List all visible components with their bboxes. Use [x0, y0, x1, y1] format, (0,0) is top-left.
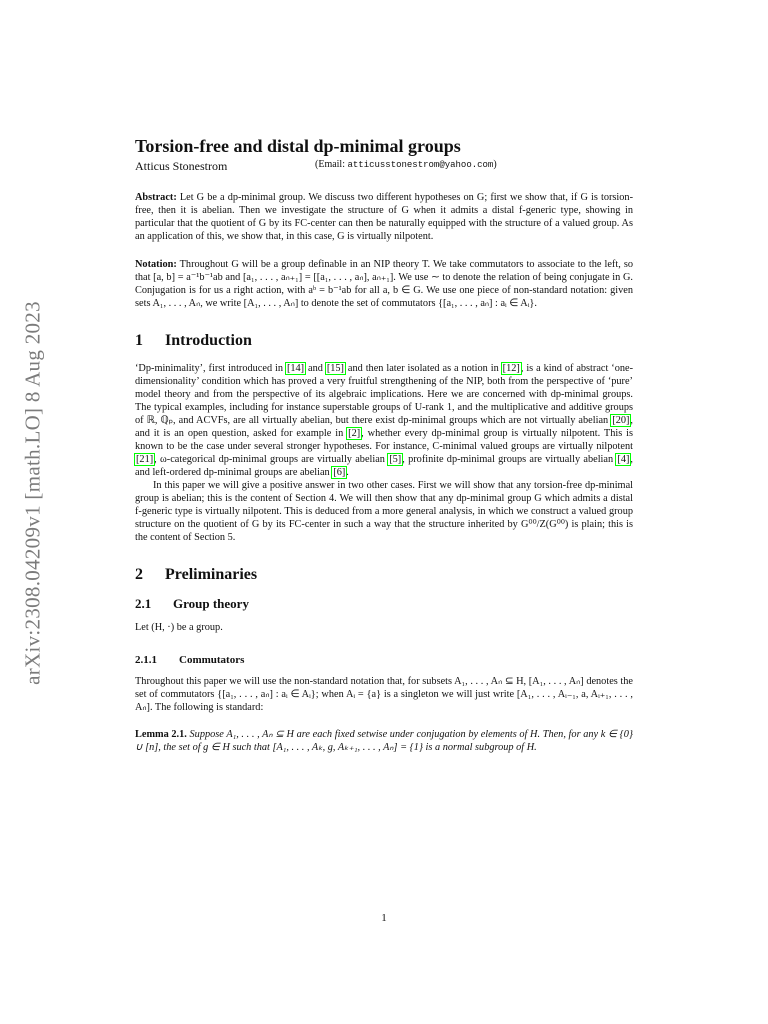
subsubsection-title: Commutators — [179, 654, 245, 666]
text-run: , and left-ordered dp-minimal groups are abelian — [135, 454, 633, 478]
author-email — [315, 159, 497, 170]
subsection-number: 2.1 — [135, 596, 152, 611]
author-name: Atticus Stonestrom — [135, 159, 228, 173]
group-theory-paragraph: Let (H, ·) be a group. — [135, 622, 223, 633]
notation-label: Notation: — [135, 259, 177, 270]
citation-link[interactable]: [14] — [286, 363, 305, 374]
subsection-heading-group-theory — [135, 596, 633, 612]
notation-paragraph — [135, 258, 633, 310]
email-label: (Email: — [315, 159, 348, 170]
text-run: , ω-categorical dp-minimal groups are virtually abelian — [154, 454, 389, 465]
abstract-text: Let G be a dp-minimal group. We discuss two different hypotheses on G; first we show that, if G is torsion-free, then it is abelian. Then we investigate the structure of G when it admits a distal f-generic type, showing in particular that the quotient of G by its FC-center can then be naturally equipped with the structure of a valued group. As an application of this, we show that, in this case, G is virtually nilpotent. — [135, 192, 633, 242]
lemma-text: Suppose A₁, . . . , Aₙ ⊆ H are each fixed setwise under conjugation by elements of H. Then, for any k ∈ {0} ∪ [n], the set of g ∈ H such that [A₁, . . . , Aₖ, g, Aₖ₊₁, . . . , Aₙ] = {1} is a normal subgroup of H. — [135, 729, 634, 753]
citation-link[interactable]: [21] — [136, 454, 154, 465]
subsubsection-number: 2.1.1 — [135, 654, 157, 666]
text-run: . — [346, 467, 349, 478]
subsubsection-heading-commutators — [135, 654, 633, 666]
arxiv-identifier-sidebar — [18, 258, 48, 728]
section-heading-introduction — [135, 332, 633, 350]
intro-paragraph-1 — [135, 362, 633, 479]
citation-link[interactable]: [6] — [333, 467, 346, 478]
lemma-label: Lemma 2.1. — [135, 729, 187, 740]
email-close: ) — [493, 159, 497, 170]
email-address: atticusstonestrom@yahoo.com — [347, 160, 494, 170]
section-number: 2 — [135, 566, 143, 583]
text-run: and then later isolated as a notion in — [344, 363, 502, 374]
section-number: 1 — [135, 332, 143, 349]
section-title: Preliminaries — [165, 566, 258, 583]
lemma-2-1 — [135, 728, 633, 754]
citation-link[interactable]: [4] — [617, 454, 630, 465]
text-run: , profinite dp-minimal groups are virtually abelian — [402, 454, 617, 465]
text-run: , whether every dp-minimal group is virtually nilpotent. This is known to be the case under several stronger hypotheses. For instance, C-minimal valued groups are virtually nilpotent — [135, 428, 634, 452]
citation-link[interactable]: [20] — [612, 415, 630, 426]
citation-link[interactable]: [12] — [502, 363, 520, 374]
citation-link[interactable]: [15] — [326, 363, 344, 374]
abstract-label: Abstract: — [135, 192, 177, 203]
text-run: , is a kind of abstract ‘one-dimensionality’ condition which has proved a very fruitful strengthening of the NIP, both from the perspective of ‘pure’ model theory and from the perspective of its algebraic implications. Here we are concerned with dp-minimal groups. The typical examples, including for instance superstable groups of U-rank 1, and the multiplicative and additive groups of ℝ, ℚₚ, and ACVFs, are all virtually abelian, but there exist dp-minimal groups which are not virtually abelian — [135, 363, 633, 426]
intro-paragraph-2: In this paper we will give a positive answer in two other cases. First we will show that any torsion-free dp-minimal group is abelian; this is the content of Section 4. We will then show that any dp-minimal group G which admits a distal f-generic type is virtually nilpotent. This is deduced from a more general analysis, in which we construct a valued group structure on the quotient of G by its FC-center in such a way that the structure inherited by G⁰⁰/Z(G⁰⁰) is plain; this is the content of Section 5. — [135, 480, 633, 543]
text-run: ‘Dp-minimality’, first introduced in — [135, 363, 286, 374]
notation-text: Throughout G will be a group definable in an NIP theory T. We take commutators to associate to the left, so that [a, b] = a⁻¹b⁻¹ab and [a₁, . . . , aₙ₊₁] = [[a₁, . . . , aₙ], aₙ₊₁]. We use ∼ to denote the relation of being conjugate in G. Conjugation is for us a right action, with aᵇ = b⁻¹ab for all a, b ∈ G. We use one piece of non-standard notation: given sets A₁, . . . , Aₙ, we write [A₁, . . . , Aₙ] to denote the set of commutators {[a₁, . . . , aₙ] : aᵢ ∈ Aᵢ}. — [135, 259, 633, 309]
paper-title: Torsion-free and distal dp-minimal groups — [135, 136, 461, 156]
author-line — [135, 159, 633, 175]
citation-link[interactable]: [2] — [348, 428, 361, 439]
subsection-title: Group theory — [173, 596, 249, 611]
section-title: Introduction — [165, 332, 252, 349]
section-heading-preliminaries — [135, 566, 633, 584]
text-run: and — [305, 363, 326, 374]
commutators-paragraph: Throughout this paper we will use the non-standard notation that, for subsets A₁, . . . , Aₙ ⊆ H, [A₁, . . . , Aₙ] denotes the set of commutators {[a₁, . . . , aₙ] : aᵢ ∈ Aᵢ}; when Aᵢ = {a} is a singleton we will just write [A₁, . . . , Aᵢ₋₁, a, Aᵢ₊₁, . . . , Aₙ]. The following is standard: — [135, 676, 633, 713]
text-run: , and it is an open question, asked for example in — [135, 415, 633, 439]
page-number: 1 — [381, 912, 387, 924]
abstract-paragraph — [135, 191, 633, 243]
paper-content — [135, 136, 633, 754]
citation-link[interactable]: [5] — [389, 454, 402, 465]
arxiv-identifier: arXiv:2308.04209v1 [math.LO] 8 Aug 2023 — [20, 301, 45, 685]
